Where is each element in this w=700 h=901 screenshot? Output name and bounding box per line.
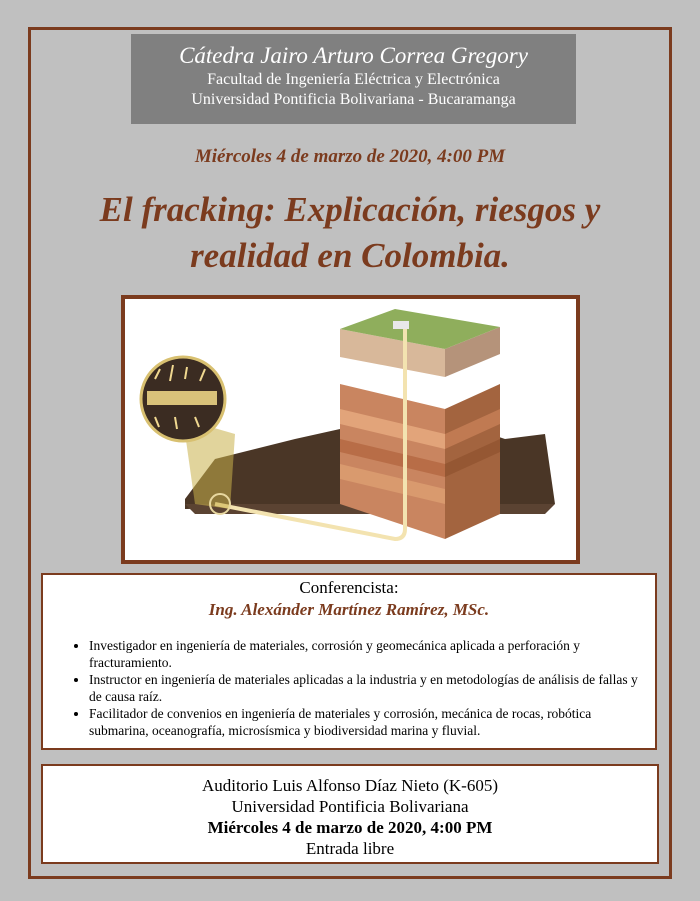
speaker-box xyxy=(41,573,657,750)
venue-entry: Entrada libre xyxy=(305,839,395,858)
faculty-name: Facultad de Ingeniería Eléctrica y Electrónica xyxy=(207,71,500,88)
zoom-pipe xyxy=(147,391,217,405)
venue-box xyxy=(41,764,659,864)
well-site xyxy=(393,321,409,329)
venue-university: Universidad Pontificia Bolivariana xyxy=(231,797,469,816)
speaker-name: Ing. Alexánder Martínez Ramírez, MSc. xyxy=(208,600,490,619)
venue-place: Auditorio Luis Alfonso Díaz Nieto (K-605) xyxy=(201,776,499,795)
event-title xyxy=(0,187,700,279)
bio-item: • Investigador en ingeniería de materiales, corrosión y geomecánica aplicada a perforación y fracturamiento. xyxy=(89,638,641,671)
bio-item: • Instructor en ingeniería de materiales aplicadas a la industria y en metodologías de análisis de fallas y de causa raíz. xyxy=(89,672,641,705)
header-banner xyxy=(131,34,576,124)
title-line-1: El fracking: Explicación, riesgos y xyxy=(99,190,601,229)
fracking-diagram xyxy=(125,299,576,560)
speaker-label: Conferencista: xyxy=(299,578,399,597)
event-date: Miércoles 4 de marzo de 2020, 4:00 PM xyxy=(194,146,506,167)
chair-name: Cátedra Jairo Arturo Correa Gregory xyxy=(179,43,528,68)
venue-datetime: Miércoles 4 de marzo de 2020, 4:00 PM xyxy=(207,818,493,837)
fracking-illustration xyxy=(121,295,580,564)
title-line-2: realidad en Colombia. xyxy=(190,236,510,275)
bio-item: • Facilitador de convenios en ingeniería de materiales y corrosión, mecánica de rocas, robótica submarina, oceanografía, microsísmica y biodiversidad marina y fluvial. xyxy=(89,706,641,739)
university-name: Universidad Pontificia Bolivariana - Bucaramanga xyxy=(191,91,516,108)
speaker-bio-list xyxy=(89,638,641,739)
